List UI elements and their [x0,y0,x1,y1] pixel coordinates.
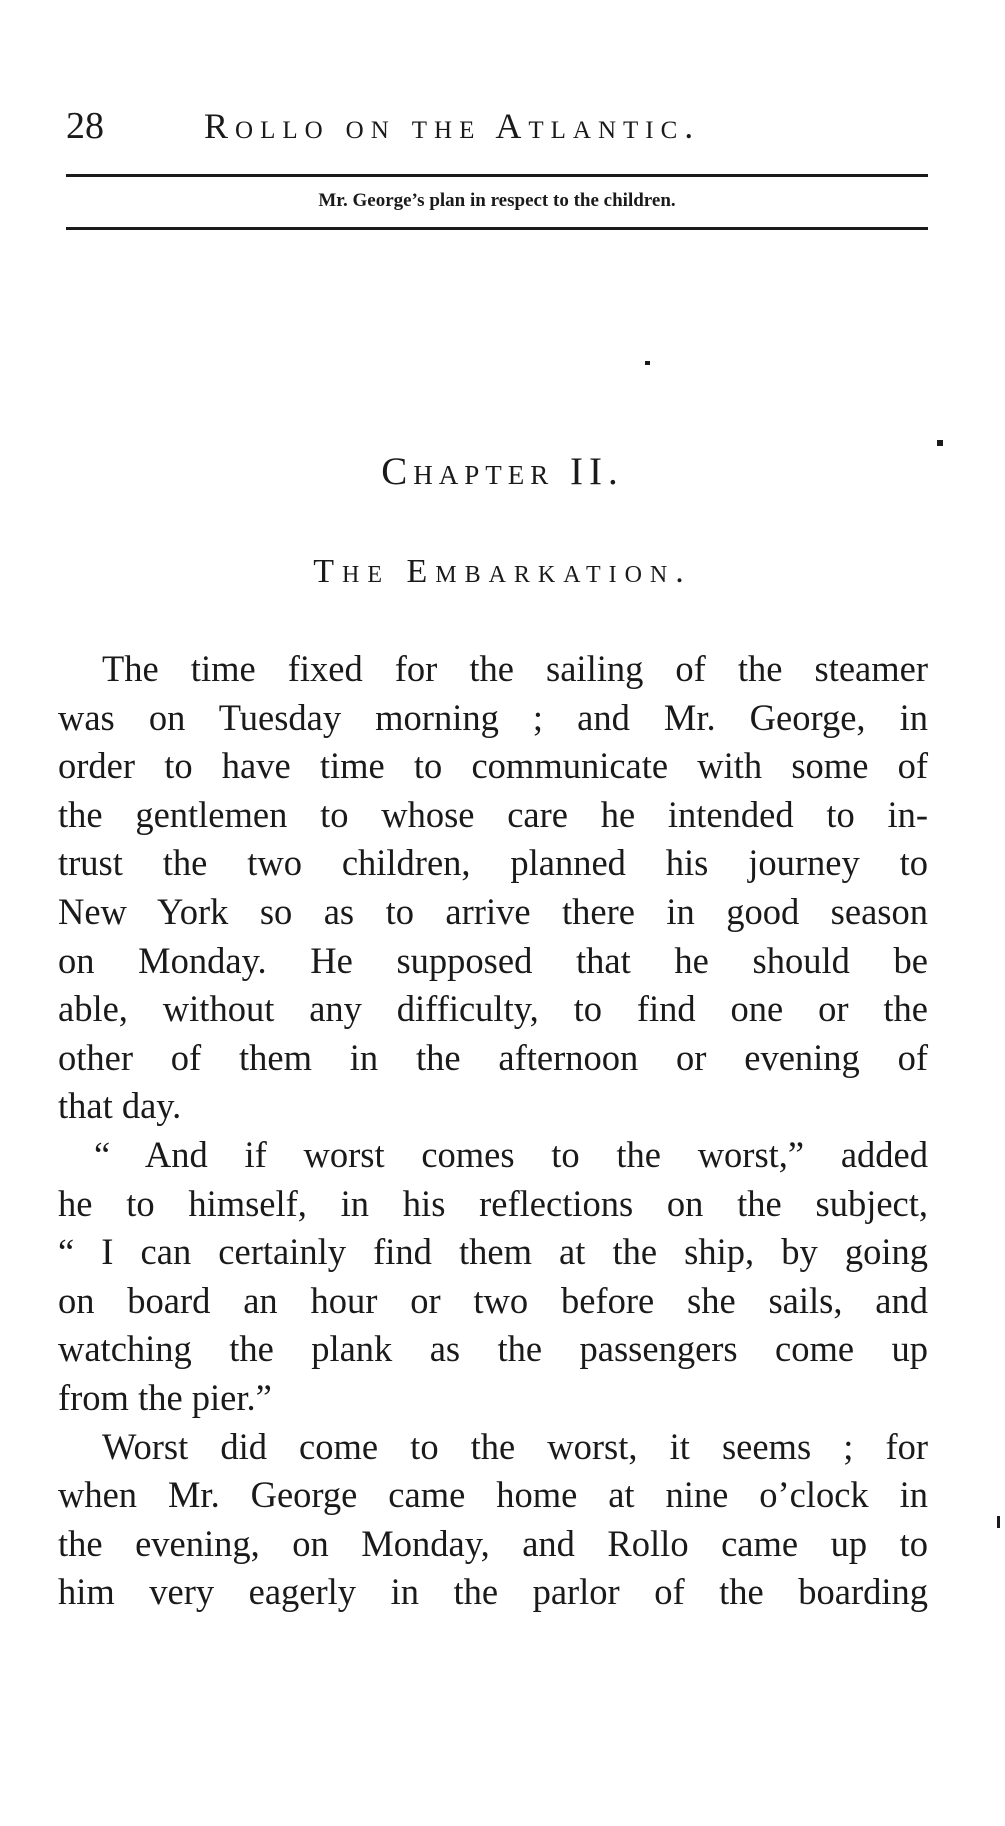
text-line: the gentlemen to whose care he intended to in- [58,793,928,835]
paragraph-3 [58,1423,928,1617]
text-line: was on Tuesday morning ; and Mr. George, in [58,696,928,738]
running-head [66,100,926,156]
chapter-number: Chapter II. [381,450,624,493]
paragraph-1 [58,645,928,1131]
print-speck [997,1516,1000,1528]
text-line: The time fixed for the sailing of the steamer [102,648,928,689]
section-summary: Mr. George’s plan in respect to the children. [318,190,676,211]
text-line: the evening, on Monday, and Rollo came up to [58,1522,928,1564]
text-line: order to have time to communicate with some of [58,745,928,787]
text-line: other of them in the afternoon or evening of [58,1036,928,1078]
text-line: he to himself, in his reflections on the subject, [58,1182,928,1224]
book-title: Rollo on the Atlantic. [204,106,701,146]
text-line: “ I can certainly find them at the ship, by going [58,1231,928,1273]
paragraph-2 [58,1131,928,1423]
header-rule-top [66,174,928,177]
text-line: on board an hour or two before she sails, and [58,1279,928,1321]
print-speck [937,440,943,446]
chapter-title: The Embarkation. [313,553,692,590]
text-line: when Mr. George came home at nine o’clock in [58,1474,928,1516]
text-line: trust the two children, planned his journey to [58,842,928,884]
text-line: from the pier.” [58,1376,272,1418]
page-number: 28 [66,105,104,147]
text-line: able, without any difficulty, to find one or the [58,988,928,1030]
print-speck [645,361,650,365]
text-line: him very eagerly in the parlor of the boarding [58,1571,928,1613]
header-rule-bottom [66,227,928,230]
text-line: New York so as to arrive there in good season [58,890,928,932]
text-line: “ And if worst comes to the worst,” added [94,1133,928,1175]
text-line: on Monday. He supposed that he should be [58,939,928,981]
text-line: that day. [58,1085,182,1127]
text-line: watching the plank as the passengers come up [58,1328,928,1370]
body-text [58,645,928,1617]
text-line: Worst did come to the worst, it seems ; for [102,1425,928,1467]
